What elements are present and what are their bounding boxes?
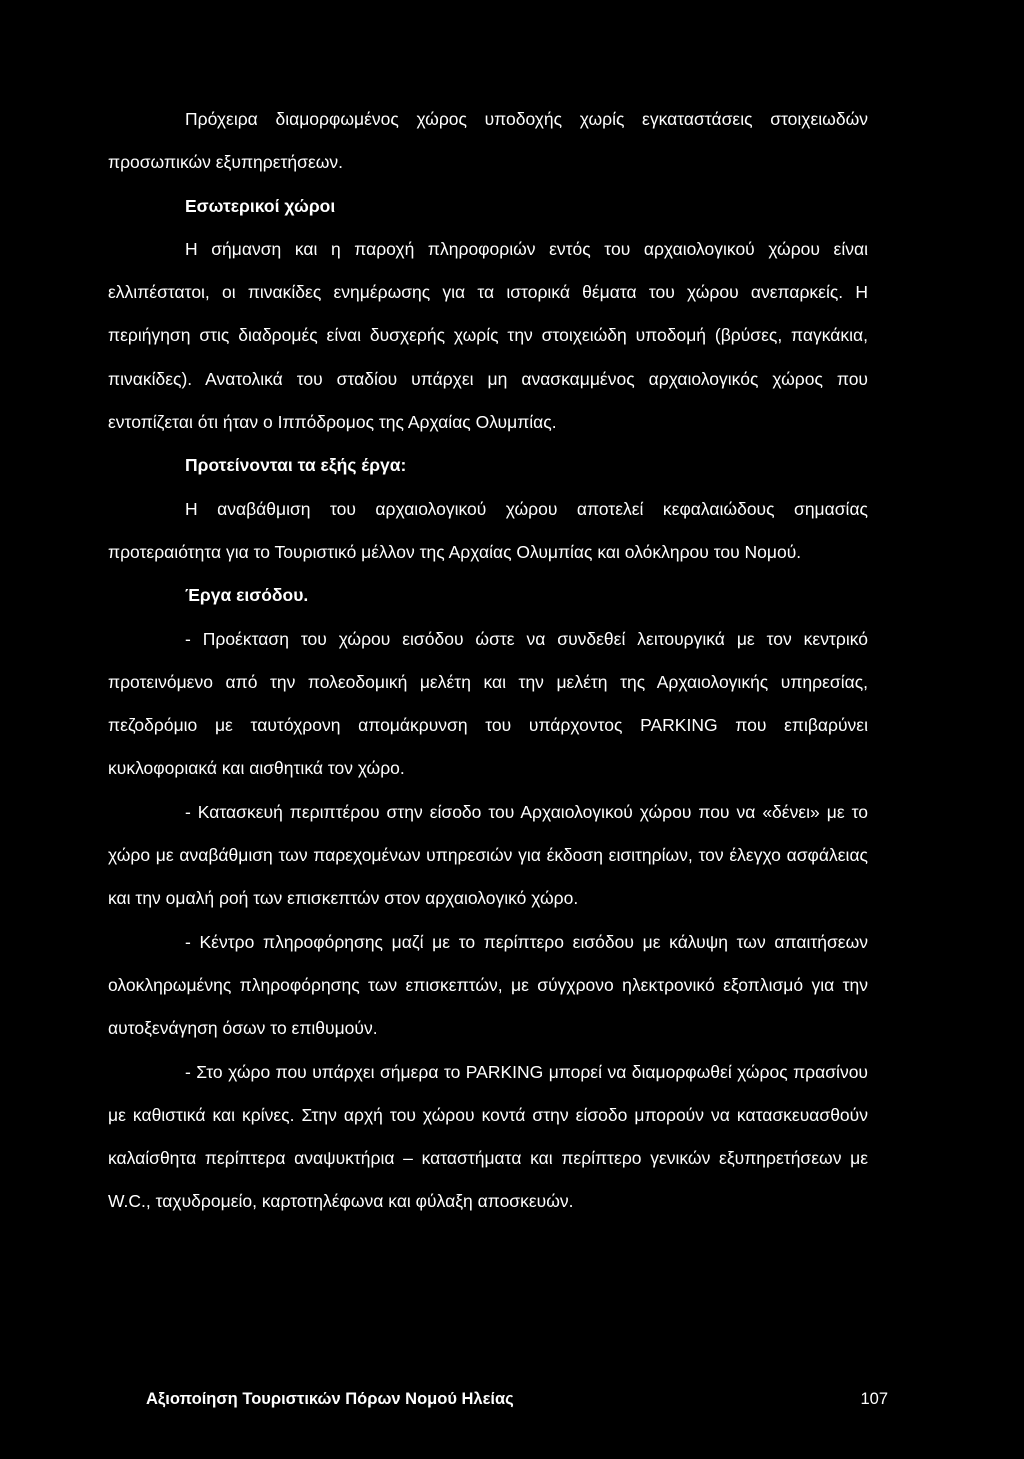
page-footer [146, 1390, 888, 1409]
document-body [108, 98, 868, 1224]
paragraph-information-center: - Κέντρο πληροφόρησης μαζί με το περίπτερο εισόδου με κάλυψη των απαιτήσεων ολοκληρωμένης πληροφόρησης των επισκεπτών, με σύγχρονο ηλεκτρονικό εξοπλισμό για την αυτοξενάγηση όσων το επιθυμούν. [108, 931, 868, 1039]
heading-entrance-works: Έργα εισόδου. [185, 585, 309, 606]
heading-proposed-works: Προτείνονται τα εξής έργα: [185, 455, 407, 476]
paragraph-entrance-description: Πρόχειρα διαμορφωμένος χώρος υποδοχής χωρίς εγκαταστάσεις στοιχειωδών προσωπικών εξυπηρετήσεων. [108, 109, 868, 173]
paragraph-kiosk-construction: - Κατασκευή περιπτέρου στην είσοδο του Αρχαιολογικού χώρου που να «δένει» με το χώρο με αναβάθμιση των παρεχομένων υπηρεσιών για έκδοση εισιτηρίων, τον έλεγχο ασφάλειας και την ομαλή ροή των επισκεπτών στον αρχαιολογικό χώρο. [108, 801, 868, 909]
heading-interior-spaces: Εσωτερικοί χώροι [185, 195, 336, 216]
page-number: 107 [860, 1390, 888, 1408]
footer-title: Αξιοποίηση Τουριστικών Πόρων Νομού Ηλείας [146, 1390, 514, 1408]
paragraph-parking-green-space: - Στο χώρο που υπάρχει σήμερα το PARKING μπορεί να διαμορφωθεί χώρος πρασίνου με καθιστικά και κρίνες. Στην αρχή του χώρου κοντά στην είσοδο μπορούν να κατασκευασθούν καλαίσθητα περίπτερα αναψυκτήρια – καταστήματα και περίπτερο γενικών εξυπηρετήσεων με W.C., ταχυδρομείο, καρτοτηλέφωνα και φύλαξη αποσκευών. [108, 1061, 868, 1212]
paragraph-interior-description: Η σήμανση και η παροχή πληροφοριών εντός του αρχαιολογικού χώρου είναι ελλιπέστατοι, οι πινακίδες ενημέρωσης για τα ιστορικά θέματα του χώρου ανεπαρκείς. Η περιήγηση στις διαδρομές είναι δυσχερής χωρίς την στοιχειώδη υποδομή (βρύσες, παγκάκια, πινακίδες). Ανατολικά του σταδίου υπάρχει μη ανασκαμμένος αρχαιολογικός χώρος που εντοπίζεται ότι ήταν ο Ιππόδρομος της Αρχαίας Ολυμπίας. [108, 238, 868, 433]
paragraph-upgrade-priority: Η αναβάθμιση του αρχαιολογικού χώρου αποτελεί κεφαλαιώδους σημασίας προτεραιότητα για το Τουριστικό μέλλον της Αρχαίας Ολυμπίας και ολόκληρου του Νομού. [108, 498, 868, 562]
paragraph-entrance-extension: - Προέκταση του χώρου εισόδου ώστε να συνδεθεί λειτουργικά με τον κεντρικό προτεινόμενο από την πολεοδομική μελέτη και την μελέτη της Αρχαιολογικής υπηρεσίας, πεζοδρόμιο με ταυτόχρονη απομάκρυνση του υπάρχοντος PARKING που επιβαρύνει κυκλοφοριακά και αισθητικά τον χώρο. [108, 628, 868, 779]
